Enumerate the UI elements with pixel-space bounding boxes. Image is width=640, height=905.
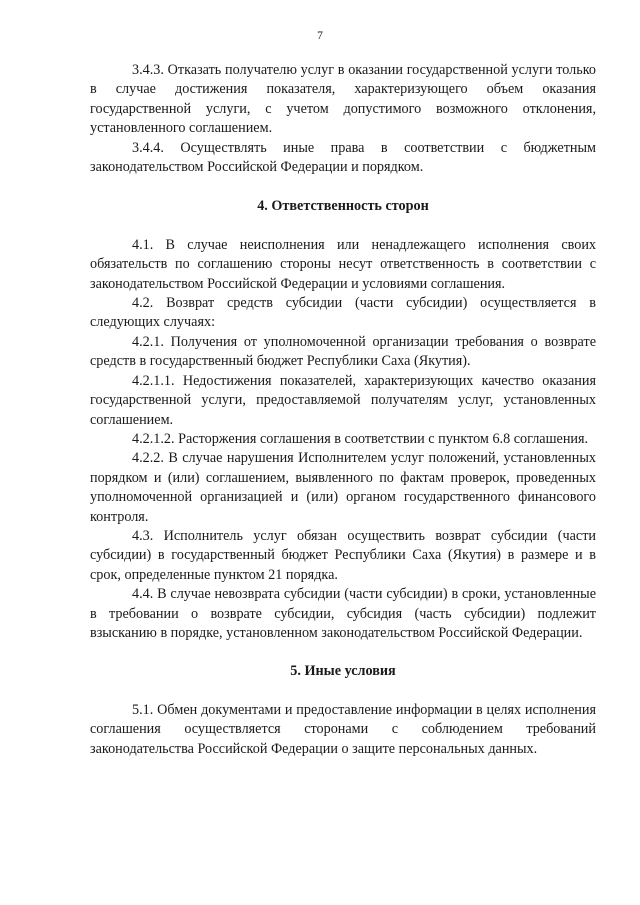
paragraph-4-1: 4.1. В случае неисполнения или ненадлежащего исполнения своих обязательств по соглашению стороны несут ответственность в соответствии с законодательством Российской Федерации и условиями соглашения.: [90, 236, 596, 292]
paragraph-4-3: 4.3. Исполнитель услуг обязан осуществить возврат субсидии (части субсидии) в государственный бюджет Республики Саха (Якутия) в размере и в срок, определенные пунктом 21 порядка.: [90, 527, 596, 583]
page-number: 7: [317, 30, 323, 42]
paragraph-5-1: 5.1. Обмен документами и предоставление информации в целях исполнения соглашения осуществляется сторонами с соблюдением требований законодательства Российской Федерации о защите персональных данных.: [90, 701, 596, 757]
paragraph-3-4-3: 3.4.3. Отказать получателю услуг в оказании государственной услуги только в случае достижения показателя, характеризующего объем оказания государственной услуги, с учетом допустимого возможного отклонения, установленного соглашением.: [90, 62, 596, 137]
document-body: [90, 61, 596, 759]
paragraph-4-2-1-2: 4.2.1.2. Расторжения соглашения в соответствии с пунктом 6.8 соглашения.: [132, 430, 589, 447]
paragraph-4-2-1: 4.2.1. Получения от уполномоченной организации требования о возврате средств в государственный бюджет Республики Саха (Якутия).: [90, 333, 596, 370]
paragraph-3-4-4: 3.4.4. Осуществлять иные права в соответствии с бюджетным законодательством Российской Федерации и порядком.: [90, 139, 596, 176]
paragraph-4-2-1-1: 4.2.1.1. Недостижения показателей, характеризующих качество оказания государственной услуги, предоставляемой получателям услуг, установленных соглашением.: [90, 372, 596, 428]
paragraph-4-2: 4.2. Возврат средств субсидии (части субсидии) осуществляется в следующих случаях:: [90, 295, 596, 331]
paragraph-4-4: 4.4. В случае невозврата субсидии (части субсидии) в сроки, установленные в требовании о возврате субсидии, субсидия (часть субсидии) подлежит взысканию в порядке, установленном законодательством Российской Федерации.: [90, 586, 596, 641]
section-5-heading: 5. Иные условия: [290, 663, 396, 680]
section-4-heading: 4. Ответственность сторон: [257, 198, 429, 215]
paragraph-4-2-2: 4.2.2. В случае нарушения Исполнителем услуг положений, установленных порядком и (или) соглашением, выявленного по фактам проверок, проведенных уполномоченной организацией и (или) органом государственного финансового контроля.: [90, 450, 596, 525]
